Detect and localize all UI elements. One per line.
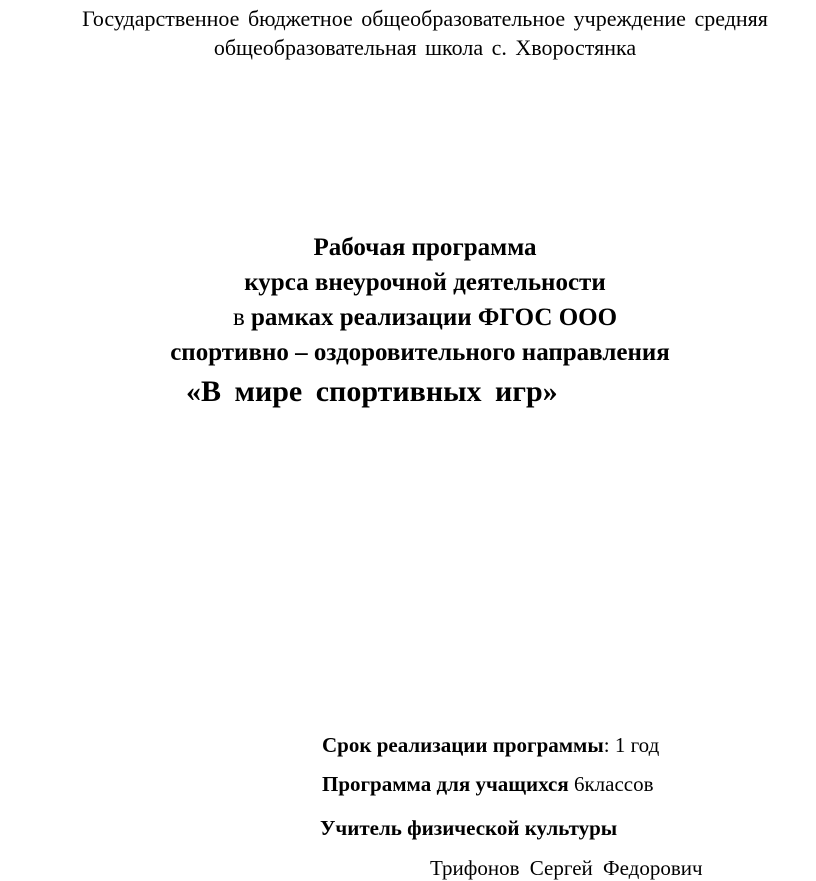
school-header-line-2: общеобразовательная школа с. Хворостянка — [213, 35, 637, 60]
program-name: «В мире спортивных игр» — [186, 375, 558, 408]
teacher-label-text: Учитель физической культуры — [320, 816, 618, 840]
title-line-3 — [0, 300, 816, 335]
program-students — [322, 771, 654, 797]
program-duration-label: Срок реализации программы — [322, 733, 604, 757]
title-line-1: Рабочая программа — [313, 234, 537, 261]
title-line-4: спортивно – оздоровительного направления — [170, 339, 670, 366]
title-line-2: курса внеурочной деятельности — [244, 269, 606, 296]
title-line-3-rest: рамках реализации ФГОС ООО — [244, 304, 618, 331]
title-line-3-prefix: в — [232, 304, 245, 331]
teacher-name: Трифонов Сергей Федорович — [430, 856, 703, 880]
program-title-block — [0, 230, 816, 412]
program-students-label: Программа для учащихся — [322, 772, 569, 796]
program-duration — [322, 732, 659, 758]
program-duration-value: : 1 год — [603, 733, 660, 757]
teacher-label — [320, 815, 617, 841]
program-students-value: 6классов — [568, 772, 654, 796]
school-header-line-1: Государственное бюджетное общеобразовательное учреждение средняя — [82, 6, 768, 31]
school-header — [0, 4, 816, 62]
